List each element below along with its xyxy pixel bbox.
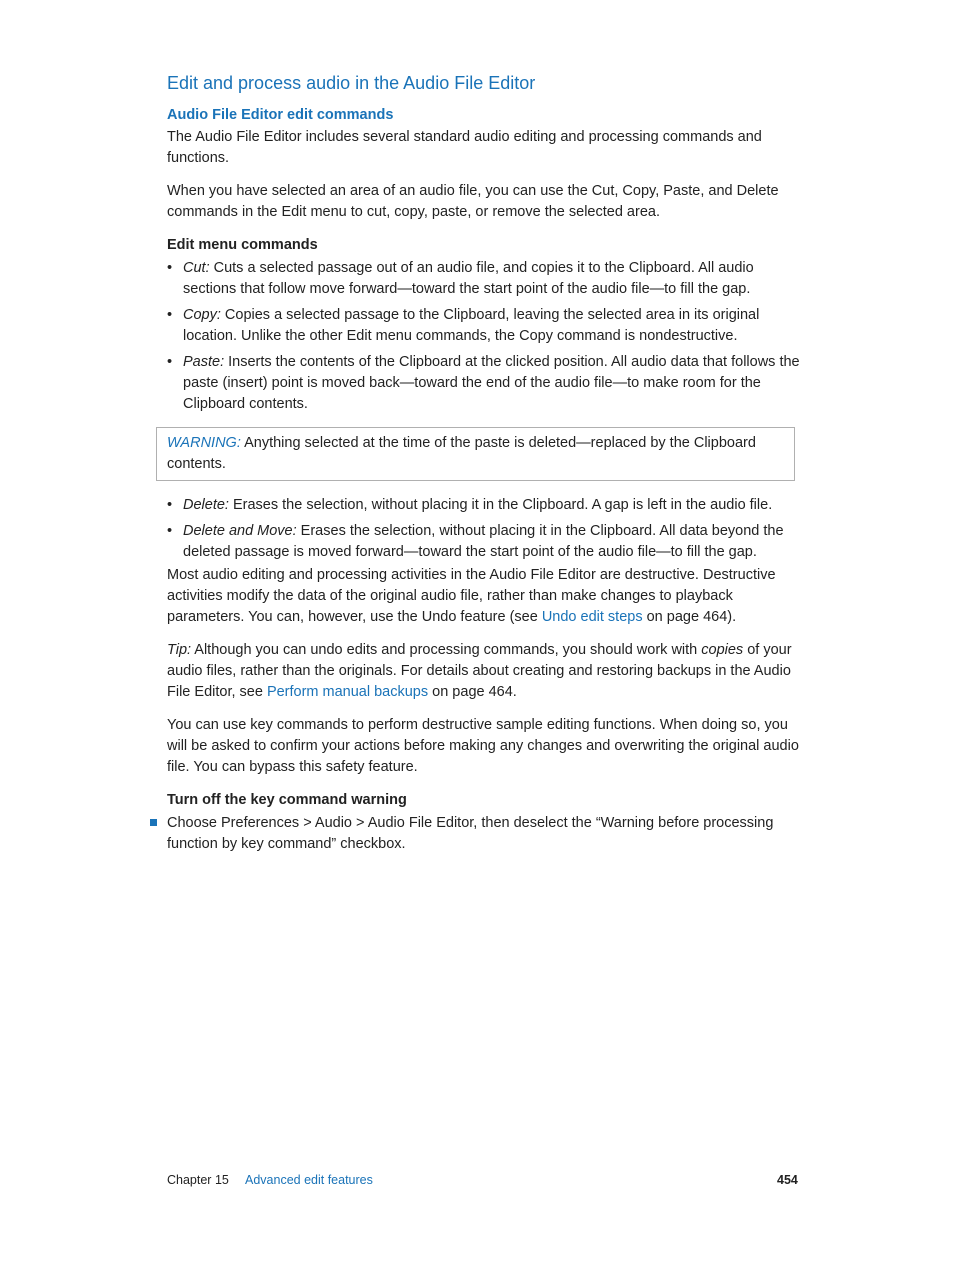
warning-message: Anything selected at the time of the paste is deleted—replaced by the Clipboard contents. — [167, 435, 756, 472]
delete-commands-list — [167, 495, 807, 563]
footer-page-number: 454 — [777, 1173, 798, 1187]
command-term: Cut: — [183, 260, 210, 276]
command-term: Copy: — [183, 307, 221, 323]
tip-label: Tip: — [167, 642, 192, 658]
destructive-paragraph: Most audio editing and processing activities in the Audio File Editor are destructive. Destructive activities modify the data of the original audio file, rather than make changes to playback parameters. You can, however, use the Undo feature (see Undo edit steps on page 464). — [167, 567, 776, 625]
footer-chapter-label: Chapter 15 — [167, 1173, 229, 1187]
list-item — [167, 258, 807, 300]
step-bullet-icon — [150, 819, 157, 826]
command-description: Erases the selection, without placing it in the Clipboard. All data beyond the deleted passage is moved forward—toward the start point of the audio file—to fill the gap. — [183, 523, 784, 560]
list-item — [167, 495, 807, 516]
bullet: • — [167, 260, 173, 276]
task-step-text: Choose Preferences > Audio > Audio File Editor, then deselect the “Warning before processing function by key command” checkbox. — [167, 815, 774, 852]
tip-paragraph: Tip: Although you can undo edits and processing commands, you should work with copies of your audio files, rather than the originals. For details about creating and restoring backups in the Audio File Editor, see Perform manual backups on page 464. — [167, 642, 792, 700]
warning-label: WARNING: — [167, 435, 241, 451]
subsection-heading: Audio File Editor edit commands — [167, 107, 394, 123]
bullet: • — [167, 354, 173, 370]
intro-paragraph-1: The Audio File Editor includes several standard audio editing and processing commands and functions. — [167, 129, 762, 166]
warning-text — [167, 433, 767, 475]
command-term: Delete and Move: — [183, 523, 297, 539]
perform-manual-backups-link[interactable]: Perform manual backups — [266, 684, 429, 700]
edit-commands-list — [167, 258, 807, 415]
task-step — [150, 813, 800, 855]
command-description: Cuts a selected passage out of an audio file, and copies it to the Clipboard. All audio sections that follow move forward—toward the start point of the audio file—to fill the gap. — [183, 260, 754, 297]
key-command-paragraph: You can use key commands to perform destructive sample editing functions. When doing so, you will be asked to confirm your actions before making any changes and overwriting the original audio file. You can bypass this safety feature. — [167, 717, 799, 775]
list-item — [167, 305, 807, 347]
command-description: Inserts the contents of the Clipboard at the clicked position. All audio data that follows the paste (insert) point is moved back—toward the end of the audio file—to make room for the Clipboard contents. — [183, 354, 800, 412]
command-description: Erases the selection, without placing it in the Clipboard. A gap is left in the audio file. — [228, 497, 773, 513]
bullet: • — [167, 523, 173, 539]
footer-chapter-title-link[interactable]: Advanced edit features — [245, 1173, 373, 1187]
list-item — [167, 521, 807, 563]
warning-box — [156, 427, 795, 481]
command-term: Paste: — [183, 354, 225, 370]
bullet: • — [167, 497, 173, 513]
undo-edit-steps-link[interactable]: Undo edit steps — [541, 609, 643, 625]
section-heading: Edit and process audio in the Audio File Editor — [167, 73, 536, 93]
task-heading: Turn off the key command warning — [167, 792, 407, 808]
command-description: Copies a selected passage to the Clipboard, leaving the selected area in its original location. Unlike the other Edit menu commands, the Copy command is nondestructive. — [183, 307, 760, 344]
bullet: • — [167, 307, 173, 323]
edit-menu-heading: Edit menu commands — [167, 237, 318, 253]
command-term: Delete: — [183, 497, 229, 513]
list-item — [167, 352, 807, 415]
intro-paragraph-2: When you have selected an area of an audio file, you can use the Cut, Copy, Paste, and Delete commands in the Edit menu to cut, copy, paste, or remove the selected area. — [167, 183, 779, 220]
